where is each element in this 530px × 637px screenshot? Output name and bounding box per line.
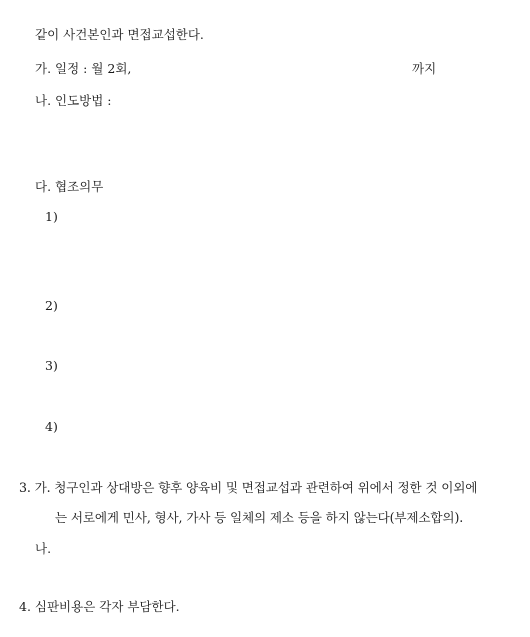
intro-line: 같이 사건본인과 면접교섭한다. — [35, 27, 204, 42]
clause-4: 4. 심판비용은 각자 부담한다. — [19, 599, 180, 614]
delivery-method-item: 나. 인도방법 : — [35, 93, 112, 108]
schedule-until: 까지 — [412, 61, 437, 76]
clause-3-line-1: 3. 가. 청구인과 상대방은 향후 양육비 및 면접교섭과 관련하여 위에서 정한 것 이외에 — [19, 480, 478, 495]
duty-item-3: 3) — [45, 358, 58, 373]
duty-item-4: 4) — [45, 419, 58, 434]
cooperation-duty-item: 다. 협조의무 — [35, 179, 104, 194]
duty-item-1: 1) — [45, 209, 58, 224]
schedule-item: 가. 일정 : 월 2회, — [35, 61, 132, 76]
clause-3-line-2: 는 서로에게 민사, 형사, 가사 등 일체의 제소 등을 하지 않는다(부제소합의). — [55, 510, 464, 525]
duty-item-2: 2) — [45, 298, 58, 313]
clause-3-item-na: 나. — [35, 541, 52, 556]
